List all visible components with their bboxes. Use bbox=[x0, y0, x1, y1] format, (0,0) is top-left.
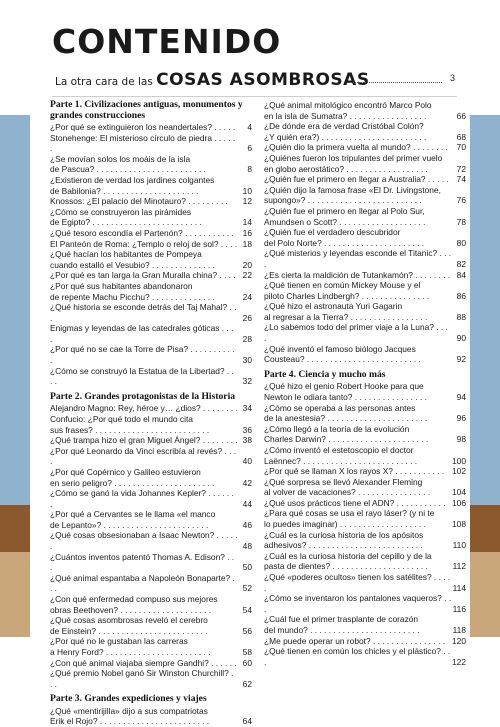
toc-entry[interactable] bbox=[264, 508, 466, 529]
toc-entry-page: 50 bbox=[242, 562, 252, 573]
subtitle-leader-dots bbox=[347, 74, 442, 83]
toc-entry-title: ¿Es cierta la maldición de Tutankamón? . . . . . . . . bbox=[264, 269, 451, 280]
toc-entry[interactable] bbox=[50, 509, 252, 530]
toc-entry-title: ¿Por qué se llaman X los rayos X? . . . . . . . . . . . bbox=[264, 466, 445, 477]
toc-entry[interactable] bbox=[264, 498, 466, 509]
toc-entry-title: ¿Qué «poderes ocultos» tienen los satélites? . . . . . bbox=[264, 572, 451, 593]
toc-entry[interactable] bbox=[50, 302, 252, 323]
toc-entry[interactable] bbox=[264, 174, 466, 185]
part-heading: Parte 2. Grandes protagonistas de la Historia bbox=[50, 390, 236, 402]
toc-entry-page: 56 bbox=[242, 625, 252, 636]
toc-entry-page: 78 bbox=[456, 216, 466, 227]
toc-entry[interactable] bbox=[264, 121, 466, 142]
toc-entry-page: 76 bbox=[456, 195, 466, 206]
toc-entry-page: 52 bbox=[242, 583, 252, 594]
part-heading: Parte 4. Ciencia y mucho más bbox=[264, 368, 386, 380]
toc-entry-page: 60 bbox=[242, 657, 252, 668]
left-column bbox=[50, 100, 252, 727]
toc-entry-title: ¿Qué premio Nobel ganó Sir Winston Churchill? . . . bbox=[50, 668, 234, 689]
toc-entry-page: 40 bbox=[242, 456, 252, 467]
toc-entry[interactable] bbox=[264, 572, 466, 593]
toc-entry-title: ¿Con qué enfermedad compuso sus mejores obras Beethoven? . . . . . . . . . . . . . . . . . . . . bbox=[50, 594, 218, 615]
toc-entry-title: ¿Quién fue el verdadero descubridor del Polo Norte? . . . . . . . . . . . . . . . . . . . . . . bbox=[264, 227, 425, 248]
toc-entry[interactable] bbox=[264, 445, 466, 466]
toc-entry-page: 122 bbox=[452, 656, 466, 667]
toc-entry-title: ¿Por qué Copérnico y Galileo estuvieron en serio peligro? . . . . . . . . . . . . . . . . . . . . . . bbox=[50, 466, 215, 488]
toc-entry-title: ¿Lo sabemos todo del primer viaje a la Luna? . . . . bbox=[264, 322, 448, 344]
toc-entry-title: ¿De dónde era de verdad Cristóbal Colón? ¿Y quién era?) . . . . . . . . . . . . . . . . . . . . . . . bbox=[264, 121, 427, 142]
toc-entry[interactable] bbox=[264, 322, 466, 343]
toc-entry[interactable] bbox=[50, 615, 252, 636]
toc-entry-title: ¿Qué tienen en común los chicles y el plástico? . . . bbox=[264, 646, 451, 667]
toc-entry-title: El Panteón de Roma: ¿Templo o reloj de sol? . . . . bbox=[50, 238, 238, 249]
toc-entry-page: 70 bbox=[456, 142, 466, 153]
toc-entry-page: 8 bbox=[247, 164, 252, 175]
part-heading: Parte 1. Civilizaciones antiguas, monumentos y grandes construcciones bbox=[50, 99, 243, 121]
toc-entry-title: ¿Qué historia se esconde detrás del Taj Mahal? . . . bbox=[50, 302, 237, 323]
toc-entry-title: ¿Qué animal mitológico encontró Marco Polo en la isla de Sumatra? . . . . . . . . . . . . . . . . . bbox=[264, 100, 432, 121]
toc-entry[interactable] bbox=[264, 636, 466, 647]
toc-entry[interactable] bbox=[264, 301, 466, 322]
subtitle-emphasis: COSAS ASOMBROSAS bbox=[156, 70, 370, 90]
toc-entry-title: ¿Quién dio la primera vuelta al mundo? . . . . . . . . bbox=[264, 142, 448, 153]
toc-entry-page: 58 bbox=[242, 647, 252, 657]
toc-entry-page: 18 bbox=[242, 238, 252, 249]
toc-entry[interactable] bbox=[264, 646, 466, 667]
subtitle-entry[interactable] bbox=[55, 70, 455, 90]
toc-entry[interactable] bbox=[50, 488, 252, 509]
toc-entry-page: 114 bbox=[452, 582, 466, 593]
toc-entry[interactable] bbox=[50, 154, 252, 175]
toc-entry-page: 12 bbox=[242, 196, 252, 207]
toc-entry[interactable] bbox=[50, 239, 252, 250]
toc-entry-title: ¿Cómo se construyeron las pirámides de Egipto? . . . . . . . . . . . . . . . . . . . . . . . . bbox=[50, 206, 202, 228]
toc-entry-title: ¿Cómo se ganó la vida Johannes Kepler? . . . . . . . bbox=[50, 488, 234, 509]
toc-entry-title: ¿Por qué a Cervantes se le llama «el manco de Lepanto»? . . . . . . . . . . . . . . . . . . . . . . . bbox=[50, 509, 216, 530]
toc-entry-page: 118 bbox=[452, 625, 466, 635]
toc-entry-title: ¿Quién dijo la famosa frase «El Dr. Livingstone, supongo»? . . . . . . . . . . . . . . . . . . . . . . . . . bbox=[264, 184, 441, 206]
toc-entry[interactable] bbox=[264, 593, 466, 614]
toc-entry-page: 94 bbox=[456, 391, 466, 402]
toc-entry-title: Confucio: ¿Por qué todo el mundo cita sus frases? . . . . . . . . . . . . . . . . . . . . . . . . . bbox=[50, 413, 210, 435]
toc-entry-page: 28 bbox=[242, 333, 252, 344]
toc-entry[interactable] bbox=[50, 133, 252, 154]
toc-entry-page: 22 bbox=[242, 270, 252, 281]
toc-entry[interactable] bbox=[50, 467, 252, 488]
toc-entry-title: Stonehenge: El misterioso círculo de piedra . . . . . . bbox=[50, 132, 236, 154]
toc-entry-page: 26 bbox=[242, 312, 252, 323]
toc-entry[interactable] bbox=[50, 414, 252, 435]
toc-entry[interactable] bbox=[50, 281, 252, 302]
toc-entry-title: ¿Qué cosas obsesionaban a Isaac Newton? . . . . . . bbox=[50, 530, 238, 552]
toc-entry-title: ¿Qué inventó el famoso biólogo Jacques Cousteau? . . . . . . . . . . . . . . . . . . . . . . . . . bbox=[264, 343, 421, 365]
toc-entry-page: 64 bbox=[242, 716, 252, 727]
toc-entry-page: 104 bbox=[452, 487, 466, 498]
toc-entry[interactable] bbox=[264, 100, 466, 121]
toc-entry-page: 92 bbox=[456, 354, 466, 365]
toc-entry-page: 112 bbox=[452, 561, 466, 572]
toc-entry[interactable] bbox=[264, 153, 466, 174]
toc-entry[interactable] bbox=[50, 573, 252, 594]
toc-entry-title: ¿Qué «mentirijilla» dijo a sus compatriotas Erik el Rojo? . . . . . . . . . . . . . . . . . . . . . . . . bbox=[50, 705, 210, 727]
toc-entry[interactable] bbox=[50, 323, 252, 344]
toc-entry-title: ¿Se movían solos los moáis de la isla de Pascua? . . . . . . . . . . . . . . . . . . . . . . . . bbox=[50, 153, 206, 175]
subtitle-prefix: La otra cara de las bbox=[55, 76, 157, 88]
toc-entry[interactable] bbox=[50, 228, 252, 239]
toc-entry-page: 36 bbox=[242, 424, 252, 435]
toc-entry-page: 10 bbox=[242, 185, 252, 196]
toc-entry-title: ¿Quién fue el primero en llegar a Australia? . . . . . bbox=[264, 174, 449, 185]
toc-entry-title: ¿Por qué Leonardo da Vinci escribía al revés? . . . . bbox=[50, 445, 237, 467]
toc-entry[interactable] bbox=[264, 477, 466, 498]
toc-entry[interactable] bbox=[264, 185, 466, 206]
subtitle-page-number: 3 bbox=[449, 73, 455, 83]
toc-entry-title: ¿Qué hizo el genio Robert Hooke para que Newton le odiara tanto? . . . . . . . . . . . . . . . . bbox=[264, 381, 427, 402]
toc-entry-title: ¿Por qué es tan larga la Gran Muralla china? . . . . bbox=[50, 270, 236, 281]
toc-entry[interactable] bbox=[50, 196, 252, 207]
toc-entry-title: ¿Por qué se extinguieron los neandertales? . . . . . bbox=[50, 122, 236, 132]
toc-entry[interactable] bbox=[264, 466, 466, 477]
toc-entry-page: 34 bbox=[242, 403, 252, 414]
toc-entry[interactable] bbox=[50, 403, 252, 414]
page-title: CONTENIDO bbox=[52, 22, 282, 61]
toc-entry[interactable] bbox=[50, 636, 252, 657]
toc-entry-page: 62 bbox=[242, 678, 252, 689]
toc-entry-page: 102 bbox=[452, 466, 466, 477]
toc-entry[interactable] bbox=[50, 446, 252, 467]
toc-entry-page: 110 bbox=[452, 540, 466, 551]
toc-entry-page: 66 bbox=[456, 110, 466, 121]
toc-entry[interactable] bbox=[50, 530, 252, 551]
toc-entry-title: ¿Cómo se inventaron los pantalones vaqueros? . . . bbox=[264, 593, 452, 614]
toc-entry-page: 88 bbox=[456, 311, 466, 322]
toc-entry-title: ¿Cuál es la curiosa historia del cepillo y de la pasta de dientes? . . . . . . . . . . . . . . . . . . . . . bbox=[264, 550, 432, 572]
toc-entry-page: 100 bbox=[452, 455, 466, 466]
toc-entry[interactable] bbox=[264, 142, 466, 153]
toc-entry-title: ¿Por qué no se cae la Torre de Pisa? . . . . . . . . . . . bbox=[50, 344, 235, 366]
toc-entry-page: 116 bbox=[452, 603, 466, 614]
toc-entry-title: Knossos: ¿El palacio del Minotauro? . . . . . . . . . bbox=[50, 196, 228, 207]
title-divider bbox=[52, 96, 457, 97]
toc-entry[interactable] bbox=[264, 344, 466, 365]
toc-entry[interactable] bbox=[50, 435, 252, 446]
toc-entry[interactable] bbox=[264, 280, 466, 301]
toc-entry-title: ¿Cómo inventó el estetoscopio el doctor Laënnec? . . . . . . . . . . . . . . . . . . . . . . . . . bbox=[264, 444, 418, 466]
toc-entry-page: 98 bbox=[456, 434, 466, 445]
toc-entry-page: 4 bbox=[247, 122, 252, 132]
toc-entry-title: ¿Por qué sus habitantes abandonaron de repente Machu Picchu? . . . . . . . . . . . . . . bbox=[50, 280, 215, 302]
toc-entry-title: ¿Con qué animal viajaba siempre Gandhi? . . . . . . bbox=[50, 657, 237, 668]
toc-entry-title: ¿Cómo se construyó la Estatua de la Libertad? . . . . bbox=[50, 365, 234, 387]
toc-entry-title: ¿Qué usos prácticos tiene el ADN? . . . . . . . . . . . bbox=[264, 497, 446, 508]
toc-entry-title: ¿Qué animal espantaba a Napoleón Bonaparte? . . . bbox=[50, 572, 235, 594]
toc-entry-title: ¿Qué hacían los habitantes de Pompeya cuando estalló el Vesubio? . . . . . . . . . . . . . . bbox=[50, 249, 215, 270]
toc-entry[interactable] bbox=[50, 668, 252, 689]
toc-entry[interactable] bbox=[50, 270, 252, 281]
toc-entry-title: ¿Quién fue el primero en llegar al Polo Sur, Amundsen o Scott? . . . . . . . . . . . . . . . . . . . bbox=[264, 205, 426, 227]
toc-entry[interactable] bbox=[50, 249, 252, 270]
toc-entry-page: 16 bbox=[242, 227, 252, 238]
toc-entry-page: 6 bbox=[247, 143, 252, 154]
toc-entry-title: ¿Quiénes fueron los tripulantes del primer vuelo en globo aerostático? . . . . . . . . . . . . . . . . . . bbox=[264, 152, 443, 174]
toc-entry-page: 20 bbox=[242, 259, 252, 270]
toc-entry[interactable] bbox=[50, 594, 252, 615]
toc-entry-page: 72 bbox=[456, 163, 466, 174]
toc-entry-title: ¿Para qué cosas se usa el rayo láser? (y ni te lo puedes imaginar) . . . . . . . . . . . . . . . . . . . bbox=[264, 508, 435, 530]
toc-entry[interactable] bbox=[264, 551, 466, 572]
toc-entry[interactable] bbox=[50, 175, 252, 196]
toc-entry-page: 48 bbox=[242, 541, 252, 552]
toc-entry-title: ¿Qué tienen en común Mickey Mouse y el piloto Charles Lindbergh? . . . . . . . . . . . . . . . bbox=[264, 280, 430, 301]
toc-entry[interactable] bbox=[50, 658, 252, 669]
toc-entry-page: 24 bbox=[242, 291, 252, 302]
toc-entry[interactable] bbox=[50, 344, 252, 365]
toc-entry-title: Alejandro Magno: Rey, héroe y… ¿dios? . . . . . . . . bbox=[50, 403, 238, 414]
toc-entry-page: 84 bbox=[456, 269, 466, 280]
toc-entry[interactable] bbox=[264, 614, 466, 635]
toc-entry[interactable] bbox=[50, 706, 252, 727]
toc-entry-page: 68 bbox=[456, 131, 466, 142]
toc-entry[interactable] bbox=[50, 122, 252, 133]
toc-entry-title: ¿Por qué no le gustaban las carreras a Henry Ford? . . . . . . . . . . . . . . . . . . . . . . . bbox=[50, 636, 211, 657]
toc-entry-title: ¿Cuántos inventos patentó Thomas A. Edison? . . . bbox=[50, 551, 235, 573]
toc-entry[interactable] bbox=[264, 206, 466, 227]
right-column bbox=[264, 100, 466, 667]
toc-entry-page: 32 bbox=[242, 376, 252, 387]
toc-entry[interactable] bbox=[264, 227, 466, 248]
toc-entry-title: ¿Existieron de verdad los jardines colgantes de Babilonia? . . . . . . . . . . . . . . . . . . . . . bbox=[50, 174, 215, 196]
toc-entry-title: ¿Me puede operar un robot? . . . . . . . . . . . . . . . . bbox=[264, 635, 446, 646]
toc-entry-title: Enigmas y leyendas de las catedrales góticas . . . . bbox=[50, 323, 234, 344]
toc-entry-page: 42 bbox=[242, 477, 252, 488]
toc-entry-page: 90 bbox=[456, 333, 466, 344]
toc-entry-title: ¿Cómo se operaba a las personas antes de la anestesia? . . . . . . . . . . . . . . . . . . . . . . bbox=[264, 402, 428, 424]
toc-entry-page: 80 bbox=[456, 237, 466, 248]
toc-entry[interactable] bbox=[264, 381, 466, 402]
toc-entry[interactable] bbox=[50, 207, 252, 228]
toc-entry-title: ¿Cómo llegó a la teoría de la evolución Charles Darwin? . . . . . . . . . . . . . . . . . . . . . . bbox=[264, 423, 429, 445]
part-heading: Parte 3. Grandes expediciones y viajes bbox=[50, 693, 207, 705]
toc-entry-title: ¿Qué trampa hizo el gran Miguel Ángel? . . . . . . . . bbox=[50, 435, 238, 446]
toc-entry-page: 96 bbox=[456, 413, 466, 424]
toc-entry-page: 46 bbox=[242, 519, 252, 530]
toc-entry-page: 54 bbox=[242, 604, 252, 615]
toc-entry-page: 82 bbox=[456, 258, 466, 269]
toc-entry[interactable] bbox=[264, 270, 466, 281]
toc-entry-title: ¿Cuál es la curiosa historia de los apósitos adhesivos? . . . . . . . . . . . . . . . . . . . . . . . . . bbox=[264, 529, 424, 551]
toc-entry-page: 86 bbox=[456, 290, 466, 301]
toc-entry-page: 108 bbox=[452, 519, 466, 530]
toc-entry-title: ¿Qué sorpresa se llevó Alexander Fleming al volver de vacaciones? . . . . . . . . . . . . . . . . bbox=[264, 476, 431, 498]
toc-entry[interactable] bbox=[264, 403, 466, 424]
toc-entry[interactable] bbox=[264, 424, 466, 445]
toc-entry[interactable] bbox=[50, 366, 252, 387]
toc-entry-page: 44 bbox=[242, 498, 252, 509]
toc-entry[interactable] bbox=[264, 530, 466, 551]
toc-entry-page: 38 bbox=[242, 435, 252, 446]
toc-entry-page: 30 bbox=[242, 355, 252, 366]
toc-entry-title: ¿Qué cosas asombrosas reveló el cerebro de Einstein? . . . . . . . . . . . . . . . . . . . . . . . . bbox=[50, 615, 208, 636]
toc-entry-title: ¿Qué misterios y leyendas esconde el Titanic? . . . . bbox=[264, 248, 452, 269]
toc-entry-title: ¿Cuál fue el primer trasplante de corazón del mundo? . . . . . . . . . . . . . . . . . . . . . . . . bbox=[264, 614, 420, 635]
toc-entry[interactable] bbox=[50, 552, 252, 573]
toc-entry-page: 106 bbox=[452, 497, 466, 508]
toc-entry-title: ¿Qué tesoro escondía el Partenón? . . . . . . . . . . . bbox=[50, 227, 234, 238]
toc-entry-page: 74 bbox=[456, 174, 466, 185]
toc-entry-page: 14 bbox=[242, 217, 252, 228]
toc-entry-page: 120 bbox=[452, 635, 466, 646]
toc-entry[interactable] bbox=[264, 248, 466, 269]
toc-entry-title: ¿Qué hizo el astronauta Yuri Gagarin al regresar a la Tierra? . . . . . . . . . . . . . . . . . bbox=[264, 301, 428, 322]
